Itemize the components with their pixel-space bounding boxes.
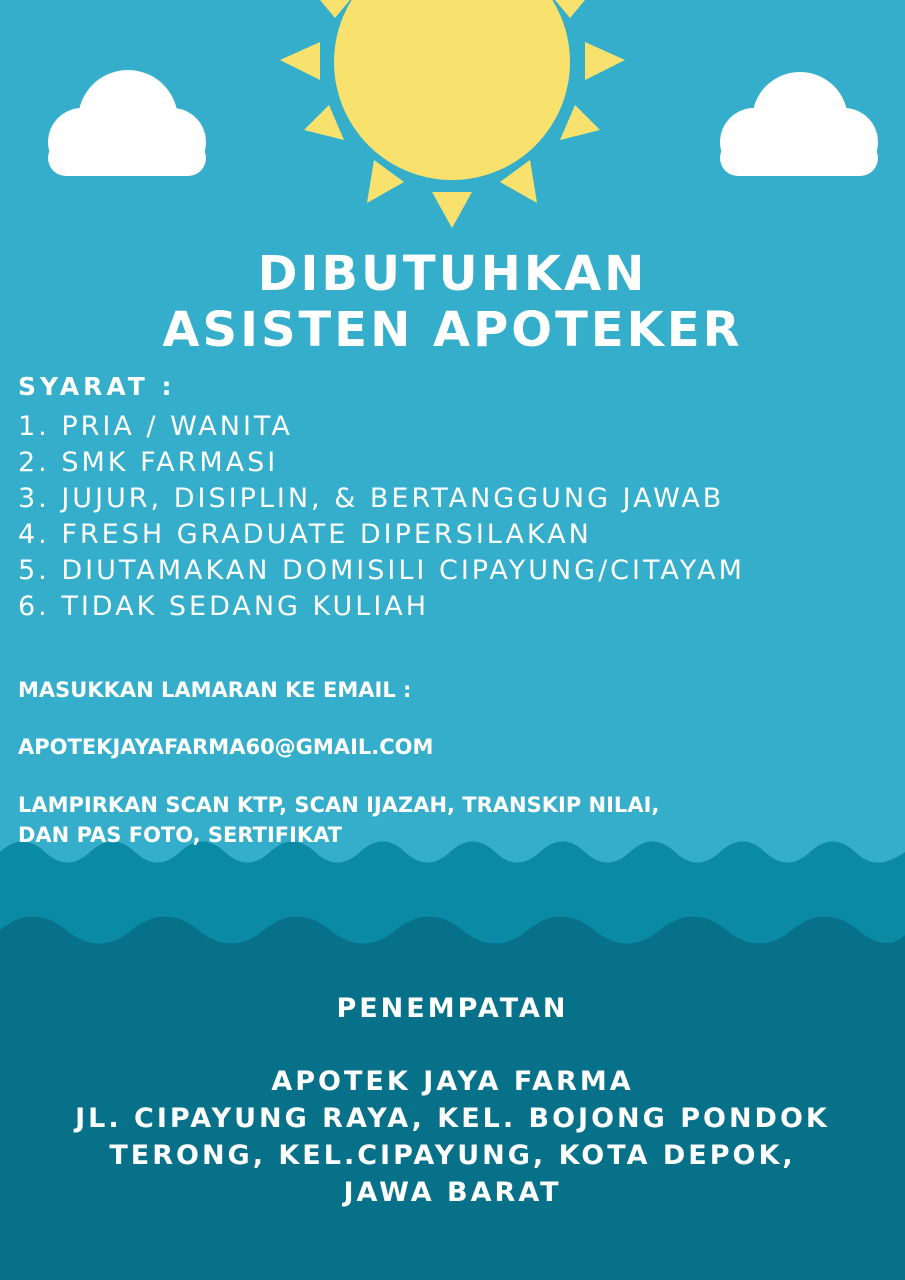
headline-line-2: ASISTEN APOTEKER [162,302,743,358]
headline [0,246,905,358]
list-item: 6. TIDAK SEDANG KULIAH [18,591,430,622]
list-item: 4. FRESH GRADUATE DIPERSILAKAN [18,519,592,550]
placement-title: PENEMPATAN [336,993,569,1024]
list-item: 1. PRIA / WANITA [18,411,293,442]
placement-section [0,990,905,1211]
sun-icon [280,0,625,228]
attachment-note [18,790,659,850]
list-item: 3. JUJUR, DISIPLIN, & BERTANGGUNG JAWAB [18,483,725,514]
cloud-icon [720,72,878,176]
email-prompt: MASUKKAN LAMARAN KE EMAIL : [18,678,412,702]
placement-address-line-1: JL. CIPAYUNG RAYA, KEL. BOJONG PONDOK [75,1103,830,1134]
placement-name: APOTEK JAYA FARMA [271,1066,634,1097]
attachment-note-line-2: DAN PAS FOTO, SERTIFIKAT [18,823,343,847]
requirements-title: SYARAT : [18,372,176,401]
cloud-icon [48,70,206,176]
email-address: APOTEKJAYAFARMA60@GMAIL.COM [18,735,434,759]
list-item: 2. SMK FARMASI [18,447,279,478]
list-item: 5. DIUTAMAKAN DOMISILI CIPAYUNG/CITAYAM [18,555,745,586]
placement-address-line-3: JAWA BARAT [343,1177,562,1208]
attachment-note-line-1: LAMPIRKAN SCAN KTP, SCAN IJAZAH, TRANSKIP NILAI, [18,793,660,817]
placement-address-line-2: TERONG, KEL.CIPAYUNG, KOTA DEPOK, [109,1140,796,1171]
headline-line-1: DIBUTUHKAN [257,246,648,302]
requirements-list [18,409,745,625]
